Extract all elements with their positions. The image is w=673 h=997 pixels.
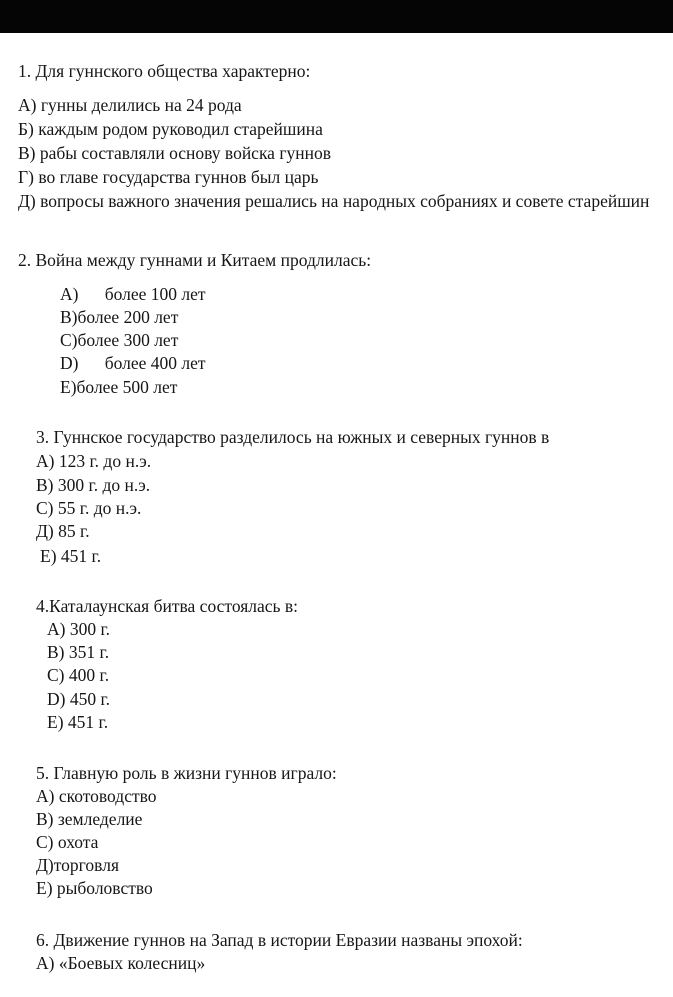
question-2-option-c: C)более 300 лет [60,330,179,350]
question-5-title: 5. Главную роль в жизни гуннов играло: [36,763,337,783]
question-4-option-c: C) 400 г. [47,665,110,685]
question-5-option-e: E) рыболовство [36,878,153,898]
question-3-option-b: B) 300 г. до н.э. [36,475,151,495]
question-3-option-c: C) 55 г. до н.э. [36,498,142,518]
question-1-option-c: В) рабы составляли основу войска гуннов [18,143,332,163]
question-6-option-a: A) «Боевых колесниц» [36,953,206,973]
question-4-option-b: B) 351 г. [47,642,110,662]
question-5-option-b: B) земледелие [36,809,143,829]
question-4-title: 4.Каталаунская битва состоялась в: [36,596,299,616]
question-1-title: 1. Для гуннского общества характерно: [18,61,311,81]
question-2-option-d: D) более 400 лет [60,353,206,373]
question-1-option-b: Б) каждым родом руководил старейшина [18,119,323,139]
question-2-option-b: B)более 200 лет [60,307,179,327]
question-4-option-d: D) 450 г. [47,689,111,709]
question-3-title: 3. Гуннское государство разделилось на южных и северных гуннов в [36,427,550,447]
question-4-option-e: E) 451 г. [47,712,109,732]
question-2-title: 2. Война между гуннами и Китаем продлилась: [18,250,372,270]
question-3-option-e: E) 451 г. [40,546,102,566]
question-2-option-e: E)более 500 лет [60,377,178,397]
question-4-option-a: A) 300 г. [47,619,111,639]
question-3-option-d: Д) 85 г. [36,521,90,541]
question-5-option-d: Д)торговля [36,855,119,875]
question-6-title: 6. Движение гуннов на Запад в истории Евразии названы эпохой: [36,930,523,950]
question-1-option-a: А) гунны делились на 24 рода [18,95,242,115]
question-5-option-a: A) скотоводство [36,786,157,806]
question-5-option-c: C) охота [36,832,99,852]
question-1-option-d: Г) во главе государства гуннов был царь [18,167,319,187]
question-3-option-a: A) 123 г. до н.э. [36,451,152,471]
question-2-option-a: A) более 100 лет [60,284,206,304]
question-1-option-e: Д) вопросы важного значения решались на народных собраниях и совете старейшин [18,191,650,211]
